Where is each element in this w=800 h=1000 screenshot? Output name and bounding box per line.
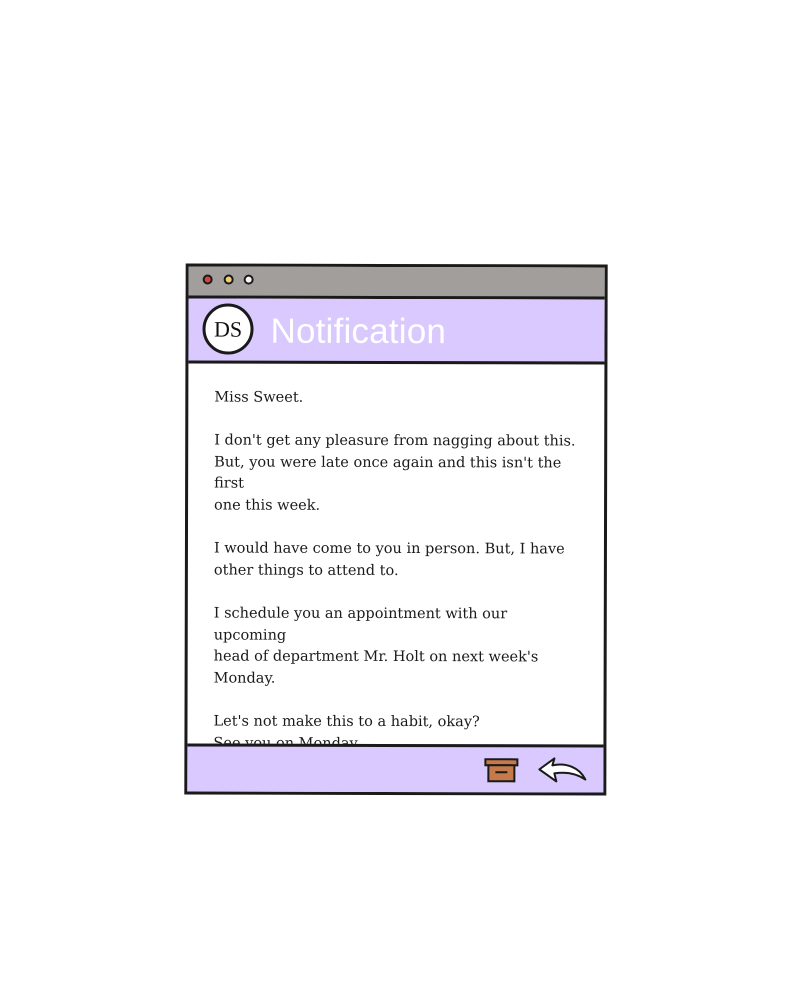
message-line: Monday. xyxy=(213,670,276,687)
message-paragraph xyxy=(214,539,584,583)
archive-icon xyxy=(483,756,519,784)
message-line: head of department Mr. Holt on next week's xyxy=(213,648,539,666)
message-paragraph xyxy=(214,603,584,690)
message-line: other things to attend to. xyxy=(213,562,399,579)
message-line: I would have come to you in person. But, I have xyxy=(213,540,565,558)
message-line: one this week. xyxy=(214,497,321,514)
minimize-button[interactable] xyxy=(224,275,234,285)
message-line: Let's not make this to a habit, okay? xyxy=(213,713,480,731)
maximize-button[interactable] xyxy=(244,275,254,285)
message-paragraph xyxy=(214,431,584,518)
page-title: Notification xyxy=(270,311,447,352)
reply-icon xyxy=(536,755,588,785)
title-bar[interactable] xyxy=(189,266,605,299)
action-bar xyxy=(187,743,603,792)
message-line: I don't get any pleasure from nagging about this. xyxy=(214,432,576,450)
message-line: But, you were late once again and this isn't the first xyxy=(214,454,562,492)
notification-header xyxy=(188,298,604,364)
message-line: I schedule you an appointment with our upcoming xyxy=(213,605,508,644)
reply-button[interactable] xyxy=(536,755,588,785)
greeting-line: Miss Sweet. xyxy=(214,389,304,406)
archive-button[interactable] xyxy=(483,756,519,784)
close-button[interactable] xyxy=(203,274,213,284)
avatar-initials: DS xyxy=(213,316,243,342)
message-greeting xyxy=(214,388,584,411)
avatar xyxy=(202,303,253,354)
notification-window xyxy=(184,263,607,795)
